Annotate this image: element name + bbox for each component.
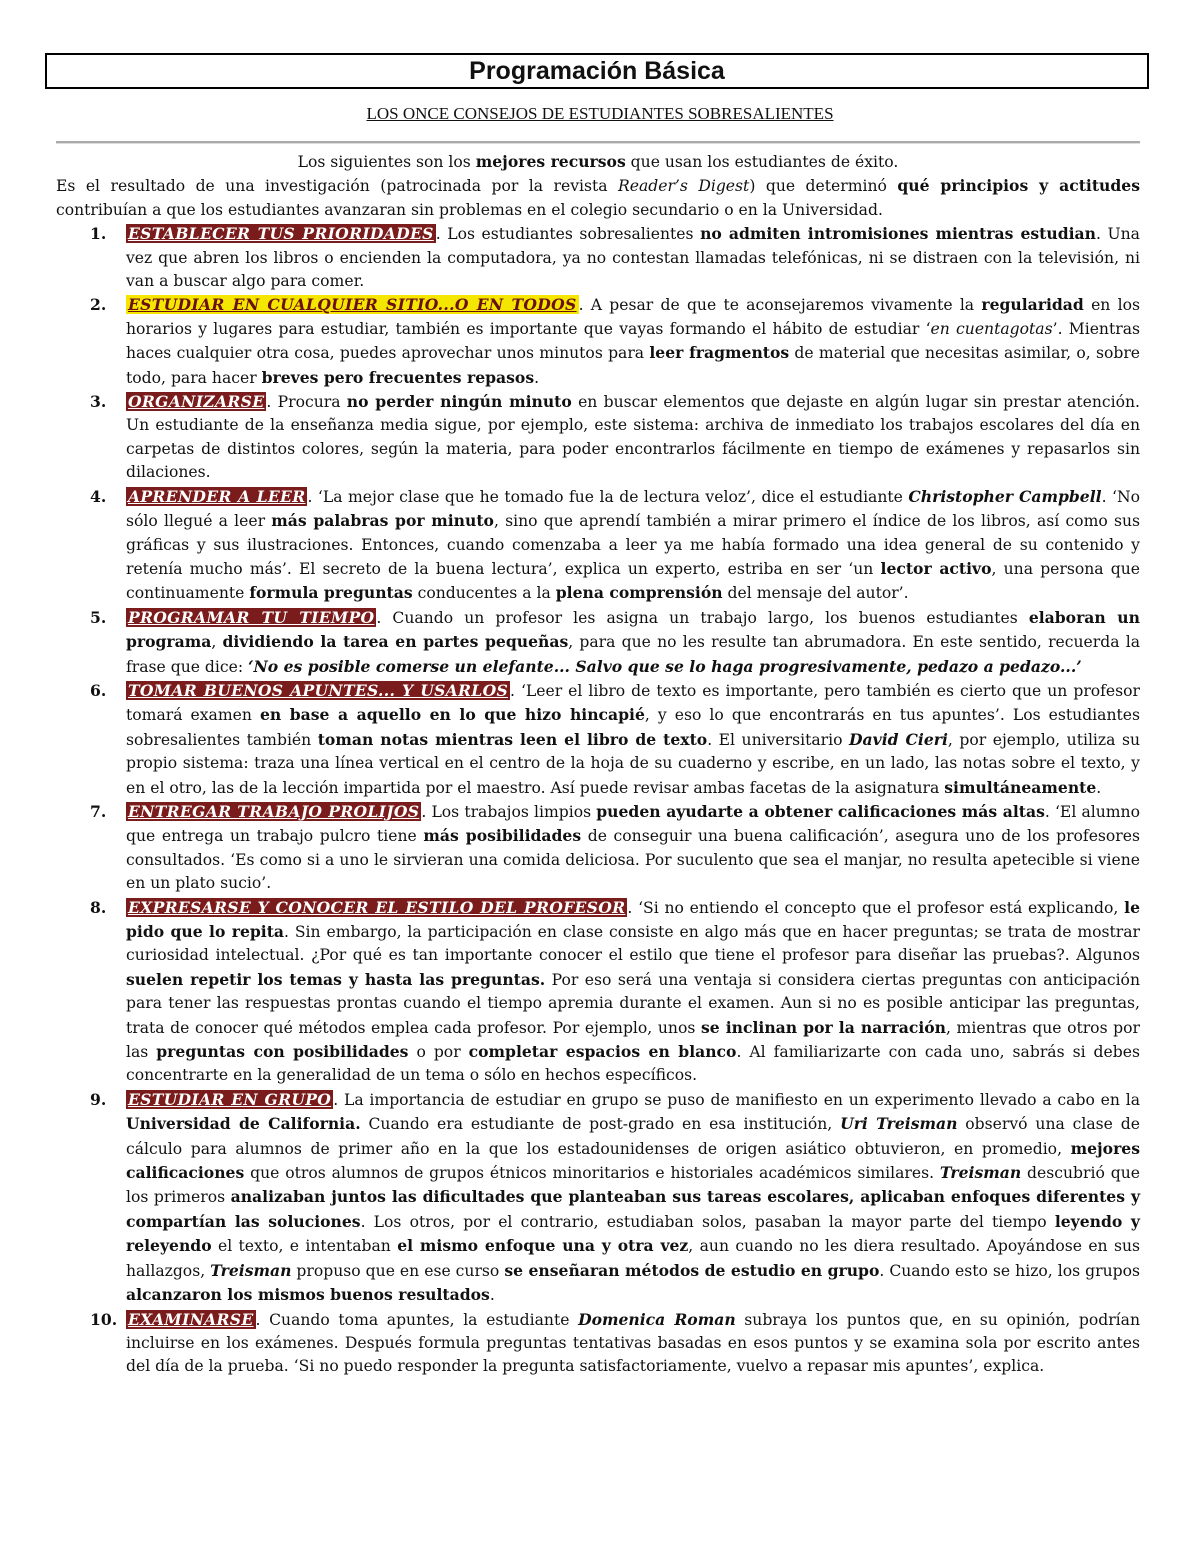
bold-text: no admiten intromisiones mientras estudian bbox=[700, 224, 1096, 244]
text-run: observó una clase de cálculo para alumnos de primer año en la que los estadounidenses de origen asiático obtuvieron, en promedio, bbox=[126, 1115, 1140, 1158]
bold-italic-text: Uri Treisman bbox=[840, 1114, 958, 1134]
intro-line-1 bbox=[56, 150, 1140, 174]
text-run: . bbox=[1096, 778, 1102, 797]
bold-italic-text: Domenica Roman bbox=[578, 1309, 736, 1329]
text-run: , mientras que otros por las bbox=[126, 1018, 1140, 1062]
tip-heading: TOMAR BUENOS APUNTES... Y USARLOS bbox=[128, 680, 509, 700]
text-run: , por ejemplo, utiliza su propio sistema: traza una línea vertical en el centro de la hoja de su cuaderno y escribe, en un lado, las notas sobre el texto, y en el otro, las de la lección impartida por el maestro. Así puede revisar ambas facetas de la asignatura bbox=[126, 730, 1140, 797]
tip-number: 2. bbox=[90, 295, 107, 315]
tip-heading: ESTUDIAR EN CUALQUIER SITIO...O EN TODOS bbox=[128, 295, 577, 315]
text-run: . ‘No sólo llegué a leer bbox=[126, 487, 1141, 531]
text-run: . ‘El alumno que entrega un trabajo pulcro tiene bbox=[126, 802, 1140, 846]
text-run: . La importancia de estudiar en grupo se puso de manifiesto en un experimento llevado a cabo en la bbox=[333, 1090, 1140, 1109]
text-run: del mensaje del autor’. bbox=[722, 584, 909, 603]
text-run: ’. Mientras haces cualquier otra cosa, puedes aprovechar unos minutos para bbox=[126, 319, 1141, 363]
bold-text: lector activo bbox=[880, 558, 992, 578]
text-run: . Cuando toma apuntes, la estudiante bbox=[255, 1310, 579, 1329]
text-run: subraya los puntos que, en su opinión, podrían incluirse en los exámenes. Después formula preguntas tentativas basadas en esos puntos y se examina sola por escrito antes del día de la prueba. ‘Si no puedo responder la pregunta satisfactoriamente, vuelvo a repasar mis apuntes’, explica. bbox=[126, 1310, 1140, 1376]
bold-text: leyendo y releyendo bbox=[126, 1211, 1140, 1256]
tip-number: 4. bbox=[90, 486, 107, 506]
bold-text: el mismo enfoque una y otra vez bbox=[397, 1236, 689, 1256]
horizontal-rule bbox=[56, 141, 1140, 144]
text-run: de conseguir una buena calificación’, asegura uno de los profesores consultados. ‘Es como si a uno le sirvieran una comida deliciosa. Por suculento que sea el manjar, no resulta apetecible si viene en un plato sucio’. bbox=[126, 827, 1140, 893]
text-run: . bbox=[534, 368, 540, 387]
bold-text: dividiendo la tarea en partes pequeñas bbox=[222, 632, 569, 652]
text-run: en buscar elementos que dejaste en algún lugar sin prestar atención. Un estudiante de la enseñanza media sigue, por ejemplo, este sistema: archiva de inmediato los trabajos escolares del día en carpetas de distintos colores, según la materia, para poder encontrarlos fácilmente en tiempo de exámenes y repasarlos sin dilaciones. bbox=[126, 393, 1140, 482]
tip-item bbox=[56, 800, 1140, 896]
text-run: . Los trabajos limpios bbox=[421, 802, 597, 821]
text-run: , aun cuando no les diera resultado. Apoyándose en sus hallazgos, bbox=[126, 1237, 1140, 1280]
bold-text: le pido que lo repita bbox=[126, 897, 1141, 941]
tip-heading: PROGRAMAR TU TIEMPO bbox=[128, 607, 375, 627]
text-run: . Cuando un profesor les asigna un trabajo largo, los buenos estudiantes bbox=[376, 608, 1029, 627]
text-run: . El universitario bbox=[707, 730, 850, 749]
text-run: conducentes a la bbox=[412, 584, 556, 603]
tip-item bbox=[56, 1308, 1140, 1379]
bold-text: elaboran un programa bbox=[126, 607, 1140, 652]
tip-number: 10. bbox=[90, 1309, 118, 1329]
bold-text: más palabras por minuto bbox=[271, 511, 494, 531]
bold-text: completar espacios en blanco bbox=[468, 1042, 737, 1062]
bold-italic-text: ‘No es posible comerse un elefante... Salvo que se lo haga progresivamente, pedazo a pedazo...’ bbox=[248, 656, 1082, 676]
italic-text: en cuentagotas bbox=[930, 319, 1053, 338]
bold-text: se inclinan por la narración bbox=[700, 1017, 946, 1037]
text-run: . Cuando esto se hizo, los grupos bbox=[879, 1261, 1140, 1280]
text-run: , para que no les resulte tan abrumadora. En este sentido, recuerda la frase que dice: bbox=[126, 633, 1140, 676]
tip-heading: ENTREGAR TRABAJO PROLIJOS bbox=[128, 801, 420, 821]
text-run: . A pesar de que te aconsejaremos vivamente la bbox=[578, 296, 982, 315]
bold-text: leer fragmentos bbox=[649, 343, 790, 363]
bold-text: alcanzaron los mismos buenos resultados bbox=[126, 1285, 490, 1305]
tip-heading: ORGANIZARSE bbox=[128, 392, 265, 412]
document-body bbox=[56, 150, 1140, 1379]
document-subtitle: LOS ONCE CONSEJOS DE ESTUDIANTES SOBRESALIENTES bbox=[366, 104, 834, 123]
tip-item bbox=[56, 390, 1140, 485]
bold-text: suelen repetir los temas y hasta las preguntas. bbox=[126, 969, 546, 989]
text-run: en los horarios y lugares para estudiar, también es importante que vayas formando el hábito de estudiar ‘ bbox=[126, 296, 1140, 338]
bold-text: simultáneamente bbox=[944, 777, 1097, 797]
tip-item bbox=[56, 222, 1140, 293]
title-box bbox=[45, 53, 1149, 89]
tip-number: 5. bbox=[90, 607, 107, 627]
text-run: . ‘La mejor clase que he tomado fue la de lectura veloz’, dice el estudiante bbox=[307, 487, 909, 506]
bold-text: plena comprensión bbox=[555, 583, 723, 603]
bold-text: en base a aquello en lo que hizo hincapié bbox=[259, 705, 645, 725]
text-run: ) que determinó bbox=[749, 177, 898, 196]
page-title: Programación Básica bbox=[469, 57, 725, 85]
text-run: . Al familiarizarte con cada uno, sabrás si debes concentrarte en la generalidad de un tema o sólo en hechos específicos. bbox=[126, 1043, 1140, 1085]
text-run: . bbox=[489, 1286, 495, 1305]
tip-heading: ESTABLECER TUS PRIORIDADES bbox=[128, 224, 434, 244]
text-run: , una persona que continuamente bbox=[126, 559, 1141, 603]
tip-item bbox=[56, 293, 1140, 390]
text-run: , sino que aprendí también a mirar primero el índice de los libros, así como sus gráficas y sus ilustraciones. Entonces, cuando comenzaba a leer ya me había formado una idea general de su contenido y retenía mucho más’. El secreto de la buena lectura’, explica un experto, estriba en ser ‘un bbox=[126, 512, 1140, 578]
bold-text: más posibilidades bbox=[423, 826, 582, 846]
text-run: . Los otros, por el contrario, estudiaban solos, pasaban la mayor parte del tiempo bbox=[360, 1212, 1055, 1231]
text-run: que otros alumnos de grupos étnicos minoritarios e historiales académicos similares. bbox=[244, 1164, 940, 1183]
text-run: . ‘Leer el libro de texto es importante, pero también es cierto que un profesor tomará examen bbox=[126, 681, 1141, 725]
text-run: propuso que en ese curso bbox=[291, 1261, 505, 1280]
text-run: . Una vez que abren los libros o encienden la computadora, ya no contestan llamadas telefónicas, ni se distraen con la televisión, ni van a buscar algo para comer. bbox=[126, 225, 1140, 291]
italic-text: Reader’s Digest bbox=[618, 177, 750, 196]
text-run: que usan los estudiantes de éxito. bbox=[625, 153, 899, 171]
bold-italic-text: David Cieri bbox=[849, 729, 948, 749]
text-run: . Procura bbox=[266, 393, 347, 412]
text-run: de material que necesitas asimilar, o, sobre todo, para hacer bbox=[126, 344, 1140, 387]
text-run: el texto, e intentaban bbox=[211, 1237, 398, 1256]
text-run: Es el resultado de una investigación (patrocinada por la revista bbox=[56, 177, 618, 196]
bold-italic-text: Treisman bbox=[939, 1163, 1022, 1183]
tip-heading: EXPRESARSE Y CONOCER EL ESTILO DEL PROFESOR bbox=[128, 897, 626, 917]
bold-text: pueden ayudarte a obtener calificaciones más altas bbox=[596, 801, 1045, 821]
text-run: . Los estudiantes sobresalientes bbox=[435, 225, 701, 244]
tip-item bbox=[56, 485, 1140, 606]
tips-list bbox=[56, 222, 1140, 1379]
tip-number: 1. bbox=[90, 224, 107, 244]
text-run: . ‘Si no entiendo el concepto que el profesor está explicando, bbox=[627, 898, 1125, 917]
tip-item bbox=[56, 606, 1140, 679]
bold-text: qué principios y actitudes bbox=[897, 176, 1140, 196]
bold-text: Universidad de California. bbox=[126, 1114, 361, 1134]
text-run: Por eso será una ventaja si considera ciertas preguntas con anticipación para tener las respuestas prontas cuando el tiempo apremia durante el examen. Aun si no es posible anticipar las preguntas, trata de conocer qué métodos emplea cada profesor. Por ejemplo, unos bbox=[126, 970, 1140, 1037]
tip-item bbox=[56, 679, 1140, 800]
bold-text: mejores calificaciones bbox=[126, 1138, 1140, 1183]
text-run: contribuían a que los estudiantes avanzaran sin problemas en el colegio secundario o en la Universidad. bbox=[56, 200, 883, 219]
text-run: o por bbox=[408, 1043, 469, 1062]
tip-heading: ESTUDIAR EN GRUPO bbox=[128, 1089, 332, 1109]
bold-text: preguntas con posibilidades bbox=[156, 1042, 409, 1062]
tip-number: 9. bbox=[90, 1089, 107, 1109]
tip-heading: APRENDER A LEER bbox=[128, 486, 306, 506]
tip-heading: EXAMINARSE bbox=[128, 1309, 254, 1329]
tip-number: 7. bbox=[90, 801, 107, 821]
tip-number: 6. bbox=[90, 680, 107, 700]
bold-italic-text: Christopher Campbell bbox=[908, 486, 1102, 506]
intro-line-2 bbox=[56, 174, 1140, 222]
text-run: descubrió que los primeros bbox=[126, 1164, 1140, 1207]
bold-text: se enseñaran métodos de estudio en grupo bbox=[504, 1260, 880, 1280]
bold-text: analizaban juntos las dificultades que planteaban sus tareas escolares, aplicaban enfoques diferentes y compartían las soluciones bbox=[126, 1187, 1140, 1231]
bold-text: breves pero frecuentes repasos bbox=[261, 367, 535, 387]
tip-item bbox=[56, 896, 1140, 1088]
text-run: . Sin embargo, la participación en clase consiste en algo más que en hacer preguntas; se trata de mostrar curiosidad intelectual. ¿Por qué es tan importante conocer el estilo que tiene el profesor para diseñar las pruebas?. Algunos bbox=[126, 923, 1140, 965]
text-run: Cuando era estudiante de post-grado en esa institución, bbox=[360, 1115, 841, 1134]
bold-text: no perder ningún minuto bbox=[346, 392, 572, 412]
tip-number: 3. bbox=[90, 392, 107, 412]
bold-text: regularidad bbox=[981, 295, 1084, 315]
text-run: , bbox=[211, 633, 223, 652]
bold-text: toman notas mientras leen el libro de texto bbox=[317, 729, 708, 749]
text-run: Los siguientes son los bbox=[297, 153, 476, 171]
text-run: , y eso lo que encontrarás en tus apuntes’. Los estudiantes sobresalientes también bbox=[126, 706, 1140, 749]
tip-item bbox=[56, 1088, 1140, 1308]
bold-text: mejores recursos bbox=[475, 152, 626, 171]
bold-italic-text: Treisman bbox=[210, 1260, 292, 1280]
bold-text: formula preguntas bbox=[249, 583, 413, 603]
tip-number: 8. bbox=[90, 897, 107, 917]
